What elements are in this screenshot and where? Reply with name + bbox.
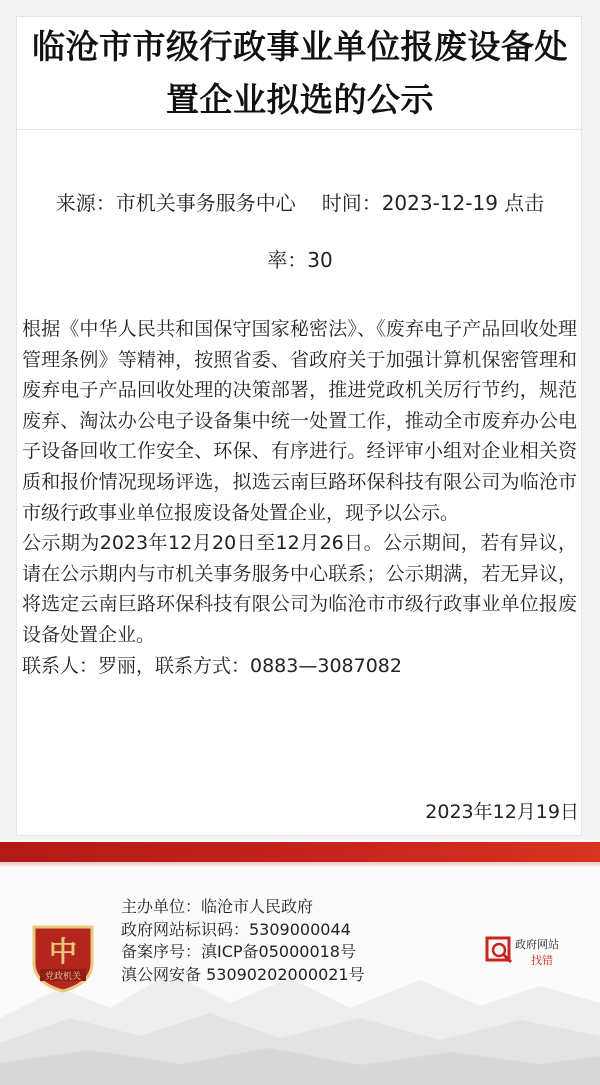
error-report-graphic xyxy=(485,930,575,972)
svg-text:找错: 找错 xyxy=(531,954,553,967)
footer-icp-link[interactable]: 备案序号：滇ICP备05000018号 xyxy=(121,942,356,961)
paragraph-2: 公示期为2023年12月20日至12月26日。公示期间，若有异议，请在公示期内与市机关事务服务中心联系；公示期满，若无异议，将选定云南巨路环保科技有限公司为临沧市市级行政事业单位报废设备处置企业。 xyxy=(22,532,577,646)
gov-site-error-report-icon[interactable] xyxy=(485,930,575,972)
clicks-label-part2: 率： xyxy=(267,248,308,272)
source-value: 市机关事务服务中心 xyxy=(115,191,296,215)
source-label: 来源： xyxy=(55,191,116,215)
article-title: 临沧市市级行政事业单位报废设备处置企业拟选的公示 xyxy=(32,27,568,119)
footer-site-id: 政府网站标识码：5309000044 xyxy=(121,919,351,939)
svg-text:政府网站: 政府网站 xyxy=(515,938,559,951)
time-value: 2023-12-19 xyxy=(381,191,498,215)
party-gov-emblem-icon[interactable] xyxy=(30,923,96,993)
article-body xyxy=(22,314,577,681)
paragraph-1: 根据《中华人民共和国保守国家秘密法》、《废弃电子产品回收处理管理条例》等精神，按照省委、省政府关于加强计算机保密管理和废弃电子产品回收处理的决策部署，推进党政机关厉行节约，规范废弃、淘汰办公电子设备集中统一处置工作，推动全市废弃办公电子设备回收工作安全、环保、有序进行。经评审小组对企业相关资质和报价情况现场评选，拟选云南巨路环保科技有限公司为临沧市市级行政事业单位报废设备处置企业，现予以公示。 xyxy=(22,318,577,524)
title-box xyxy=(17,17,583,130)
footer-info xyxy=(121,896,365,986)
clicks-label-part1: 点击 xyxy=(504,191,545,215)
svg-text:中: 中 xyxy=(48,935,78,968)
emblem-graphic xyxy=(30,923,96,993)
meta-line-1 xyxy=(17,175,583,232)
svg-text:党政机关: 党政机关 xyxy=(44,972,82,982)
article-card xyxy=(16,16,582,836)
meta-line-2 xyxy=(17,232,583,289)
time-label: 时间： xyxy=(321,191,382,215)
article-meta xyxy=(17,175,583,289)
footer-organizer: 主办单位：临沧市人民政府 xyxy=(121,897,314,916)
clicks-value: 30 xyxy=(307,248,333,272)
sign-date: 2023年12月19日 xyxy=(425,801,579,823)
site-footer xyxy=(0,868,600,1085)
paragraph-contact: 联系人：罗丽，联系方式：0883—3087082 xyxy=(22,654,402,677)
footer-red-band xyxy=(0,842,600,862)
footer-police-link[interactable]: 滇公网安备 53090202000021号 xyxy=(121,964,365,984)
